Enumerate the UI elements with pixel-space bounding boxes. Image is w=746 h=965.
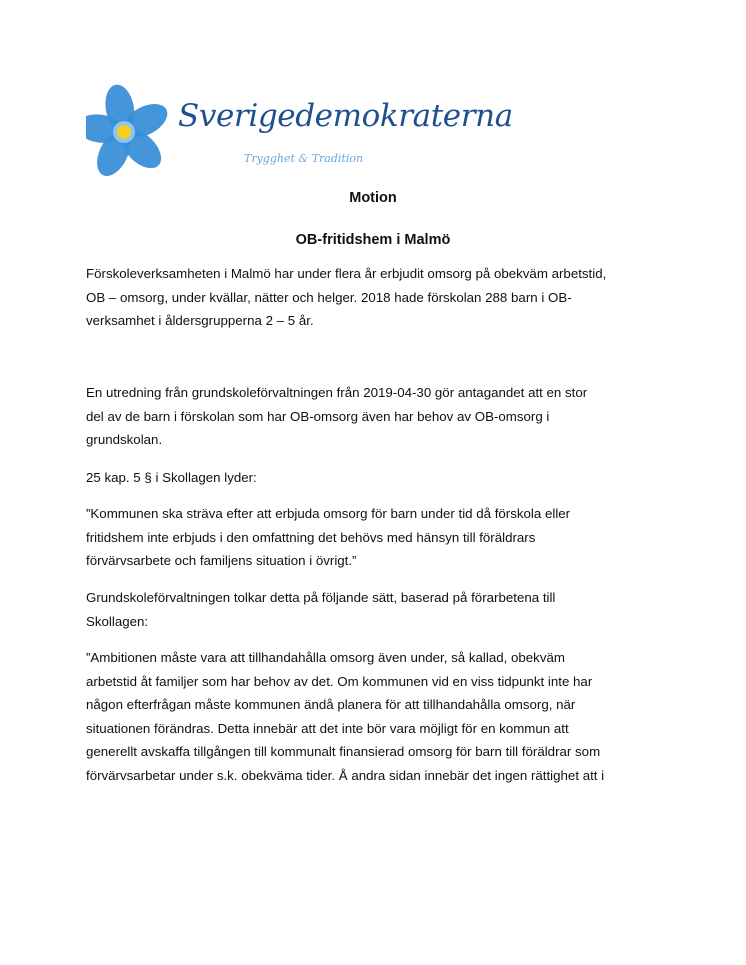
- paragraph-line: Förskoleverksamheten i Malmö har under flera år erbjudit omsorg på obekväm arbetstid,: [86, 266, 607, 281]
- paragraph-1: [86, 262, 666, 333]
- paragraph-line: del av de barn i förskolan som har OB-omsorg även har behov av OB-omsorg i: [86, 408, 550, 424]
- paragraph-2: [86, 381, 666, 452]
- paragraph-6: [86, 646, 666, 787]
- document-label: Motion: [349, 190, 397, 206]
- paragraph-5: [86, 586, 666, 633]
- paragraph-line: förvärvsarbete och familjens situation i övrigt.”: [86, 553, 357, 568]
- paragraph-line: situationen förändras. Detta innebär att det inte bör vara möjligt för en kommun att: [86, 720, 569, 736]
- paragraph-line: ”Ambitionen måste vara att tillhandahålla omsorg även under, så kallad, obekväm: [86, 650, 565, 665]
- blue-anemone-flower-icon: [86, 84, 186, 176]
- paragraph-line: verksamhet i åldersgrupperna 2 – 5 år.: [86, 313, 314, 328]
- paragraph-line: ”Kommunen ska sträva efter att erbjuda omsorg för barn under tid då förskola eller: [86, 506, 571, 521]
- paragraph-line: fritidshem inte erbjuds i den omfattning det behövs med hänsyn till föräldrars: [86, 529, 536, 545]
- paragraph-line: OB – omsorg, under kvällar, nätter och helger. 2018 hade förskolan 288 barn i OB-: [86, 289, 572, 305]
- paragraph-line: någon efterfrågan måste kommunen ändå planera för att tillhandahålla omsorg, när: [86, 697, 576, 712]
- paragraph-4: [86, 502, 666, 573]
- party-logo: [86, 84, 513, 176]
- paragraph-line: En utredning från grundskoleförvaltningen från 2019-04-30 gör antagandet att en stor: [86, 385, 588, 400]
- paragraph-line: Grundskoleförvaltningen tolkar detta på följande sätt, baserad på förarbetena till: [86, 590, 556, 605]
- document-title: OB-fritidshem i Malmö: [295, 232, 451, 248]
- paragraph-line: förvärvsarbetar under s.k. obekväma tider. Å andra sidan innebär det ingen rättighet att i: [86, 767, 605, 783]
- paragraph-line: arbetstid åt familjer som har behov av det. Om kommunen vid en viss tidpunkt inte har: [86, 673, 593, 689]
- paragraph-3: [86, 466, 666, 490]
- brand-name: Sverigedemokraterna: [178, 98, 513, 134]
- brand-tagline: Trygghet & Tradition: [244, 152, 364, 165]
- paragraph-line: 25 kap. 5 § i Skollagen lyder:: [86, 470, 257, 485]
- paragraph-line: grundskolan.: [86, 432, 163, 447]
- paragraph-line: Skollagen:: [86, 613, 149, 629]
- paragraph-line: generellt avskaffa tillgången till kommunalt finansierad omsorg för barn till föräldrar som: [86, 744, 601, 759]
